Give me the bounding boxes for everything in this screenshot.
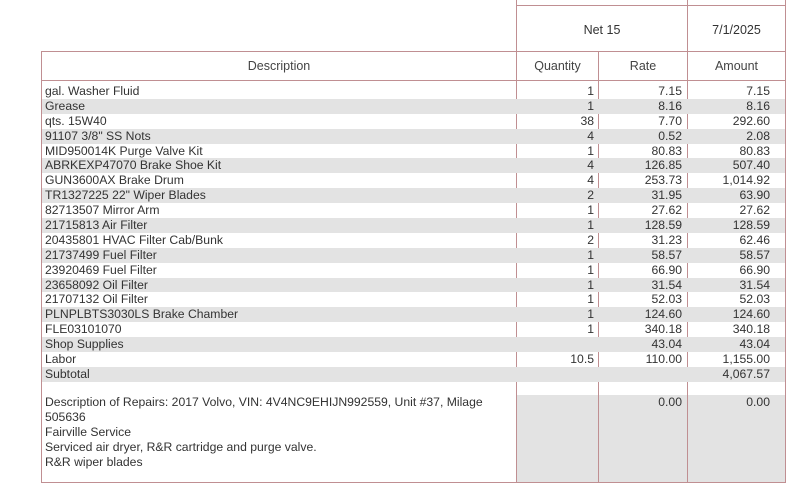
amount-header: Amount <box>714 59 759 73</box>
table-row <box>42 173 785 188</box>
table-row <box>42 278 785 293</box>
repairs-rate: 0.00 <box>658 395 682 409</box>
item-rate: 52.03 <box>651 292 682 307</box>
item-rate: 80.83 <box>651 143 682 158</box>
item-rate: 58.57 <box>651 247 682 262</box>
item-quantity: 1 <box>587 322 594 337</box>
description-header: Description <box>247 59 311 73</box>
table-row <box>42 233 785 248</box>
repairs-amount-shade <box>688 395 785 482</box>
item-rate: 31.23 <box>651 232 682 247</box>
table-row <box>42 188 785 203</box>
table-row <box>42 263 785 278</box>
item-amount: 58.57 <box>739 247 770 262</box>
item-amount: 8.16 <box>746 98 770 113</box>
item-description: FLE03101070 <box>45 322 122 337</box>
item-amount: 507.40 <box>732 158 770 173</box>
item-description: Shop Supplies <box>45 337 124 352</box>
table-row <box>42 84 785 99</box>
item-amount: 4,067.57 <box>722 366 770 381</box>
item-amount: 63.90 <box>739 188 770 203</box>
item-description: PLNPLBTS3030LS Brake Chamber <box>45 307 239 322</box>
table-row <box>42 307 785 322</box>
line-items-table <box>41 51 786 483</box>
repairs-line: 505636 <box>45 410 86 424</box>
item-amount: 31.54 <box>739 277 770 292</box>
item-amount: 27.62 <box>739 203 770 218</box>
item-description: Labor <box>45 352 77 367</box>
item-description: TR1327225 22" Wiper Blades <box>45 188 206 203</box>
table-row <box>42 144 785 159</box>
item-quantity: 4 <box>587 158 594 173</box>
item-rate: 7.70 <box>658 113 682 128</box>
table-row <box>42 292 785 307</box>
item-quantity: 10.5 <box>570 352 594 367</box>
item-quantity: 38 <box>580 113 594 128</box>
table-header <box>42 52 785 81</box>
item-description: qts. 15W40 <box>45 113 107 128</box>
item-quantity: 1 <box>587 218 594 233</box>
item-rate: 31.54 <box>651 277 682 292</box>
item-description: 23658092 Oil Filter <box>45 277 148 292</box>
item-quantity: 1 <box>587 247 594 262</box>
table-row <box>42 367 785 382</box>
table-row <box>42 352 785 367</box>
terms-value: Net 15 <box>583 23 621 37</box>
item-rate: 66.90 <box>651 262 682 277</box>
item-description: 21707132 Oil Filter <box>45 292 148 307</box>
item-amount: 66.90 <box>739 262 770 277</box>
item-description: 82713507 Mirror Arm <box>45 203 160 218</box>
item-amount: 1,014.92 <box>722 173 770 188</box>
repairs-line: R&R wiper blades <box>45 455 143 469</box>
table-row <box>42 129 785 144</box>
item-description: gal. Washer Fluid <box>45 84 140 98</box>
item-amount: 128.59 <box>732 218 770 233</box>
item-rate: 340.18 <box>644 322 682 337</box>
item-description: Grease <box>45 98 85 113</box>
item-description: GUN3600AX Brake Drum <box>45 173 184 188</box>
quantity-header: Quantity <box>534 59 581 73</box>
item-amount: 1,155.00 <box>722 352 770 367</box>
item-quantity: 1 <box>587 292 594 307</box>
item-quantity: 1 <box>587 307 594 322</box>
item-quantity: 1 <box>587 277 594 292</box>
item-rate: 110.00 <box>645 352 682 367</box>
item-amount: 2.08 <box>746 128 770 143</box>
table-row <box>42 99 785 114</box>
item-quantity: 1 <box>587 203 594 218</box>
item-description: 20435801 HVAC Filter Cab/Bunk <box>45 232 223 247</box>
item-quantity: 1 <box>587 84 594 98</box>
item-description: MID950014K Purge Valve Kit <box>45 143 203 158</box>
table-row <box>42 337 785 352</box>
item-amount: 7.15 <box>746 84 770 98</box>
item-description: ABRKEXP47070 Brake Shoe Kit <box>45 158 222 173</box>
table-row <box>42 248 785 263</box>
table-body <box>42 84 785 382</box>
item-amount: 43.04 <box>739 337 770 352</box>
item-amount: 52.03 <box>739 292 770 307</box>
item-rate: 7.15 <box>658 84 682 98</box>
repairs-description <box>45 395 515 470</box>
terms-box <box>516 0 786 52</box>
terms-header-divider <box>517 5 785 6</box>
item-description: 23920469 Fuel Filter <box>45 262 157 277</box>
rate-header: Rate <box>629 59 657 73</box>
item-description: 21715813 Air Filter <box>45 218 148 233</box>
item-rate: 8.16 <box>658 98 682 113</box>
table-row <box>42 322 785 337</box>
item-quantity: 1 <box>587 262 594 277</box>
item-rate: 128.59 <box>644 218 682 233</box>
item-quantity: 1 <box>587 143 594 158</box>
repairs-line: Fairville Service <box>45 425 132 439</box>
table-row <box>42 218 785 233</box>
item-quantity: 4 <box>587 173 594 188</box>
item-amount: 62.46 <box>739 232 770 247</box>
item-rate: 126.85 <box>644 158 682 173</box>
item-description: 21737499 Fuel Filter <box>45 247 157 262</box>
due-date-value: 7/1/2025 <box>712 23 761 37</box>
table-row <box>42 158 785 173</box>
item-amount: 80.83 <box>739 143 770 158</box>
item-rate: 124.60 <box>644 307 682 322</box>
item-rate: 27.62 <box>651 203 682 218</box>
repairs-amount: 0.00 <box>746 395 770 409</box>
item-quantity: 2 <box>587 232 594 247</box>
repairs-qty-shade <box>516 395 598 482</box>
item-amount: 292.60 <box>732 113 770 128</box>
item-rate: 0.52 <box>658 128 682 143</box>
repairs-line: Serviced air dryer, R&R cartridge and purge valve. <box>45 440 317 454</box>
item-amount: 124.60 <box>732 307 770 322</box>
item-amount: 340.18 <box>732 322 770 337</box>
item-quantity: 2 <box>587 188 594 203</box>
item-quantity: 4 <box>587 128 594 143</box>
item-description: Subtotal <box>45 366 90 381</box>
item-rate: 253.73 <box>644 173 682 188</box>
item-rate: 31.95 <box>651 188 682 203</box>
item-rate: 43.04 <box>651 337 682 352</box>
table-row <box>42 203 785 218</box>
item-description: 91107 3/8" SS Nots <box>45 128 151 143</box>
item-quantity: 1 <box>587 98 594 113</box>
table-row <box>42 114 785 129</box>
repairs-line: Description of Repairs: 2017 Volvo, VIN: 4V4NC9EHIJN992559, Unit #37, Milage <box>45 395 483 409</box>
